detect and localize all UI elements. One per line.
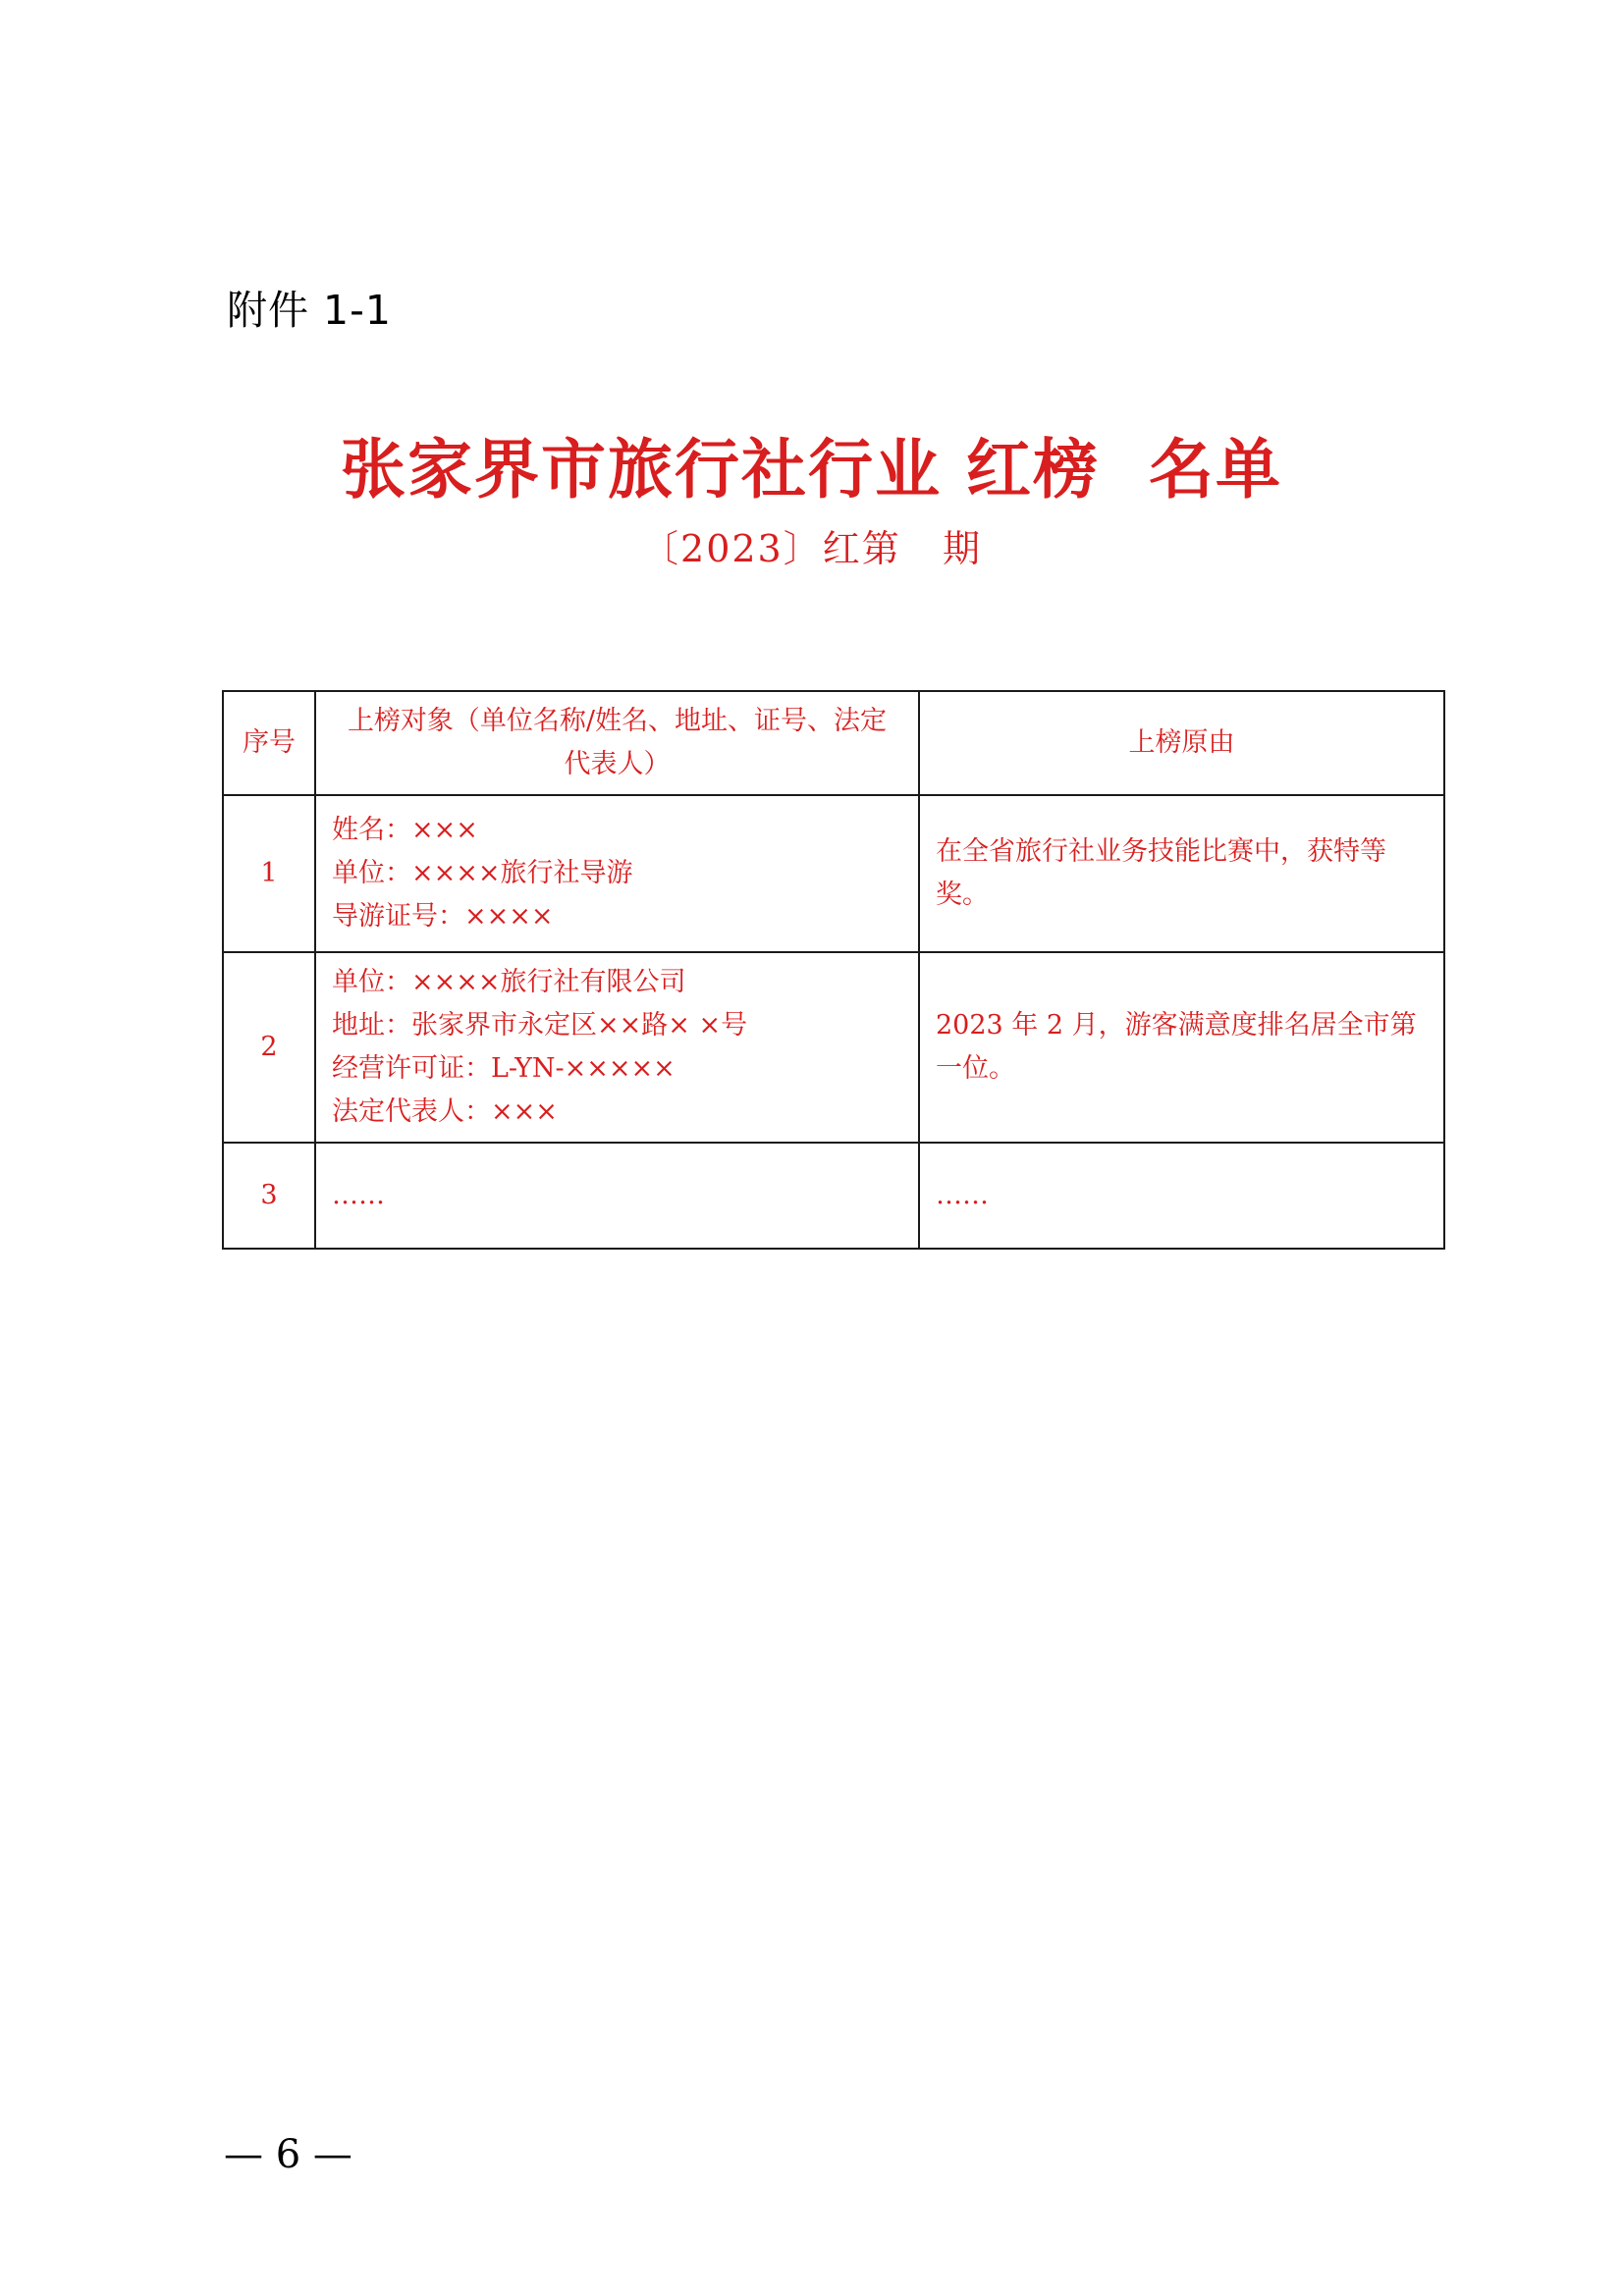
row-reason: 在全省旅行社业务技能比赛中，获特等奖。 xyxy=(919,795,1444,952)
table-row xyxy=(223,795,1444,952)
object-line: 导游证号：×××× xyxy=(332,901,554,932)
row-object xyxy=(315,1143,919,1249)
red-list-table xyxy=(222,690,1445,1250)
document-issue-number: 〔2023〕红第 期 xyxy=(641,527,982,570)
object-line: 单位：××××旅行社导游 xyxy=(332,858,633,888)
object-line: 姓名：××× xyxy=(332,815,478,845)
row-reason: 2023 年 2 月，游客满意度排名居全市第一位。 xyxy=(919,952,1444,1143)
header-reason: 上榜原由 xyxy=(919,691,1444,795)
row-no: 2 xyxy=(223,952,315,1143)
header-no: 序号 xyxy=(223,691,315,795)
row-no: 3 xyxy=(223,1143,315,1249)
table-row xyxy=(223,952,1444,1143)
table-row xyxy=(223,1143,1444,1249)
document-title: 张家界市旅行社行业 红榜 名单 xyxy=(341,431,1282,507)
row-reason: …… xyxy=(919,1143,1444,1249)
page-number: — 6 — xyxy=(224,2132,352,2177)
table-header-row xyxy=(223,691,1444,795)
object-line: …… xyxy=(332,1180,385,1210)
object-line: 法定代表人：××× xyxy=(332,1096,558,1127)
row-object xyxy=(315,795,919,952)
object-line: 单位：××××旅行社有限公司 xyxy=(332,967,686,997)
header-object: 上榜对象（单位名称/姓名、地址、证号、法定代表人） xyxy=(315,691,919,795)
row-no: 1 xyxy=(223,795,315,952)
object-line: 地址：张家界市永定区××路× ×号 xyxy=(332,1010,748,1041)
attachment-label: 附件 1-1 xyxy=(227,287,392,334)
object-line: 经营许可证：L-YN-××××× xyxy=(332,1053,676,1084)
row-object xyxy=(315,952,919,1143)
